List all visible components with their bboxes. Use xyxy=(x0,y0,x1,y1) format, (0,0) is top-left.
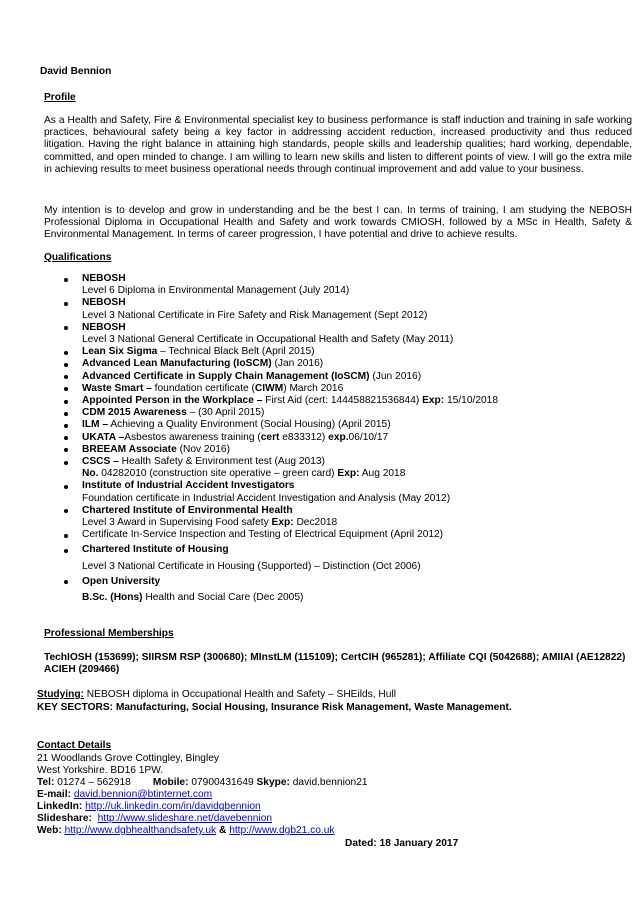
studying-line: Studying: NEBOSH diploma in Occupational Health and Safety – SHEilds, Hull xyxy=(37,689,396,700)
email-link[interactable]: david.bennion@btinternet.com xyxy=(73,789,213,800)
list-item: CSCS – Health Safety & Environment test (Aug 2013) No. 04282010 (construction site operative – green card) Exp: Aug 2018 xyxy=(44,456,624,480)
web-line: Web: http://www.dgbhealthandsafety.uk & http://www.dgb21.co.uk xyxy=(37,825,335,836)
dated-line: Dated: 18 January 2017 xyxy=(345,838,459,849)
list-item: UKATA –Asbestos awareness training (cert e833312) exp.06/10/17 xyxy=(44,432,624,444)
list-item: Chartered Institute of Housing Level 3 National Certificate in Housing (Supported) – Distinction (Oct 2006) xyxy=(44,544,624,572)
list-item: Waste Smart – foundation certificate (CIWM) March 2016 xyxy=(44,383,624,395)
phone-line: Tel: 01274 – 562918 Mobile: 07900431649 Skype: david.bennion21 xyxy=(37,777,368,788)
address-line-1: 21 Woodlands Grove Cottingley, Bingley xyxy=(37,753,219,764)
list-item: CDM 2015 Awareness – (30 April 2015) xyxy=(44,407,624,419)
key-sectors: KEY SECTORS: Manufacturing, Social Housing, Insurance Risk Management, Waste Management. xyxy=(37,702,512,713)
qualifications-list xyxy=(44,273,624,604)
memberships-heading: Professional Memberships xyxy=(44,628,174,639)
list-item: Certificate In-Service Inspection and Testing of Electrical Equipment (April 2012) xyxy=(44,529,624,541)
slideshare-link[interactable]: http://www.slideshare.net/davebennion xyxy=(97,813,273,824)
list-item: Lean Six Sigma – Technical Black Belt (April 2015) xyxy=(44,346,624,358)
list-item: Advanced Lean Manufacturing (IoSCM) (Jan 2016) xyxy=(44,358,624,370)
list-item: NEBOSH Level 3 National Certificate in Fire Safety and Risk Management (Sept 2012) xyxy=(44,297,624,321)
address-line-2: West Yorkshire. BD16 1PW. xyxy=(37,765,164,776)
linkedin-line: LinkedIn: http://uk.linkedin.com/in/davidgbennion xyxy=(37,801,261,812)
list-item: Open University B.Sc. (Hons) Health and Social Care (Dec 2005) xyxy=(44,576,624,604)
slideshare-line: Slideshare: http://www.slideshare.net/davebennion xyxy=(37,813,273,824)
linkedin-link[interactable]: http://uk.linkedin.com/in/davidgbennion xyxy=(85,801,261,812)
profile-paragraph-2: My intention is to develop and grow in understanding and be the best I can. In terms of training, I am studying the NEBOSH Professional Diploma in Occupational Health and Safety and work towards CMIOSH, followed by a MSc in Health, Safety & Environmental Management. In terms of career progression, I have potential and drive to achieve results. xyxy=(44,205,632,241)
email-line: E-mail: david.bennion@btinternet.com xyxy=(37,789,213,800)
list-item: BREEAM Associate (Nov 2016) xyxy=(44,444,624,456)
web-link-1[interactable]: http://www.dgbhealthandsafety.uk xyxy=(64,825,217,836)
profile-paragraph-1: As a Health and Safety, Fire & Environmental specialist key to business performance is staff induction and training in safe working practices, behavioural safety being a key factor in addressing accident reduction, increased productivity and thus reduced litigation. Having the right balance in attaining high standards, people skills and leadership qualities; hard working, dependable, committed, and open minded to change. I am willing to learn new skills and listen to different points of view. I will go the extra mile in achieving results to meet business operational needs through continual improvement and add value to your business. xyxy=(44,115,632,175)
contact-heading: Contact Details xyxy=(37,740,112,751)
qualifications-heading: Qualifications xyxy=(44,252,112,263)
memberships-list: TechIOSH (153699); SIIRSM RSP (300680); MInstLM (115109); CertCIH (965281); Affiliate CQI (5042688); AMIIAI (AE12822) ACIEH (209466) xyxy=(44,652,626,676)
list-item: NEBOSH Level 6 Diploma in Environmental Management (July 2014) xyxy=(44,273,624,297)
list-item: NEBOSH Level 3 National General Certificate in Occupational Health and Safety (May 2011) xyxy=(44,322,624,346)
list-item: Chartered Institute of Environmental Health Level 3 Award in Supervising Food safety Exp: Dec2018 xyxy=(44,505,624,529)
list-item: Institute of Industrial Accident Investigators Foundation certificate in Industrial Accident Investigation and Analysis (May 2012) xyxy=(44,480,624,504)
list-item: Advanced Certificate in Supply Chain Management (IoSCM) (Jun 2016) xyxy=(44,371,624,383)
candidate-name: David Bennion xyxy=(40,66,112,77)
list-item: ILM – Achieving a Quality Environment (Social Housing) (April 2015) xyxy=(44,419,624,431)
web-link-2[interactable]: http://www.dgb21.co.uk xyxy=(229,825,335,836)
list-item: Appointed Person in the Workplace – First Aid (cert: 144458821536844) Exp: 15/10/2018 xyxy=(44,395,624,407)
profile-heading: Profile xyxy=(44,92,76,103)
